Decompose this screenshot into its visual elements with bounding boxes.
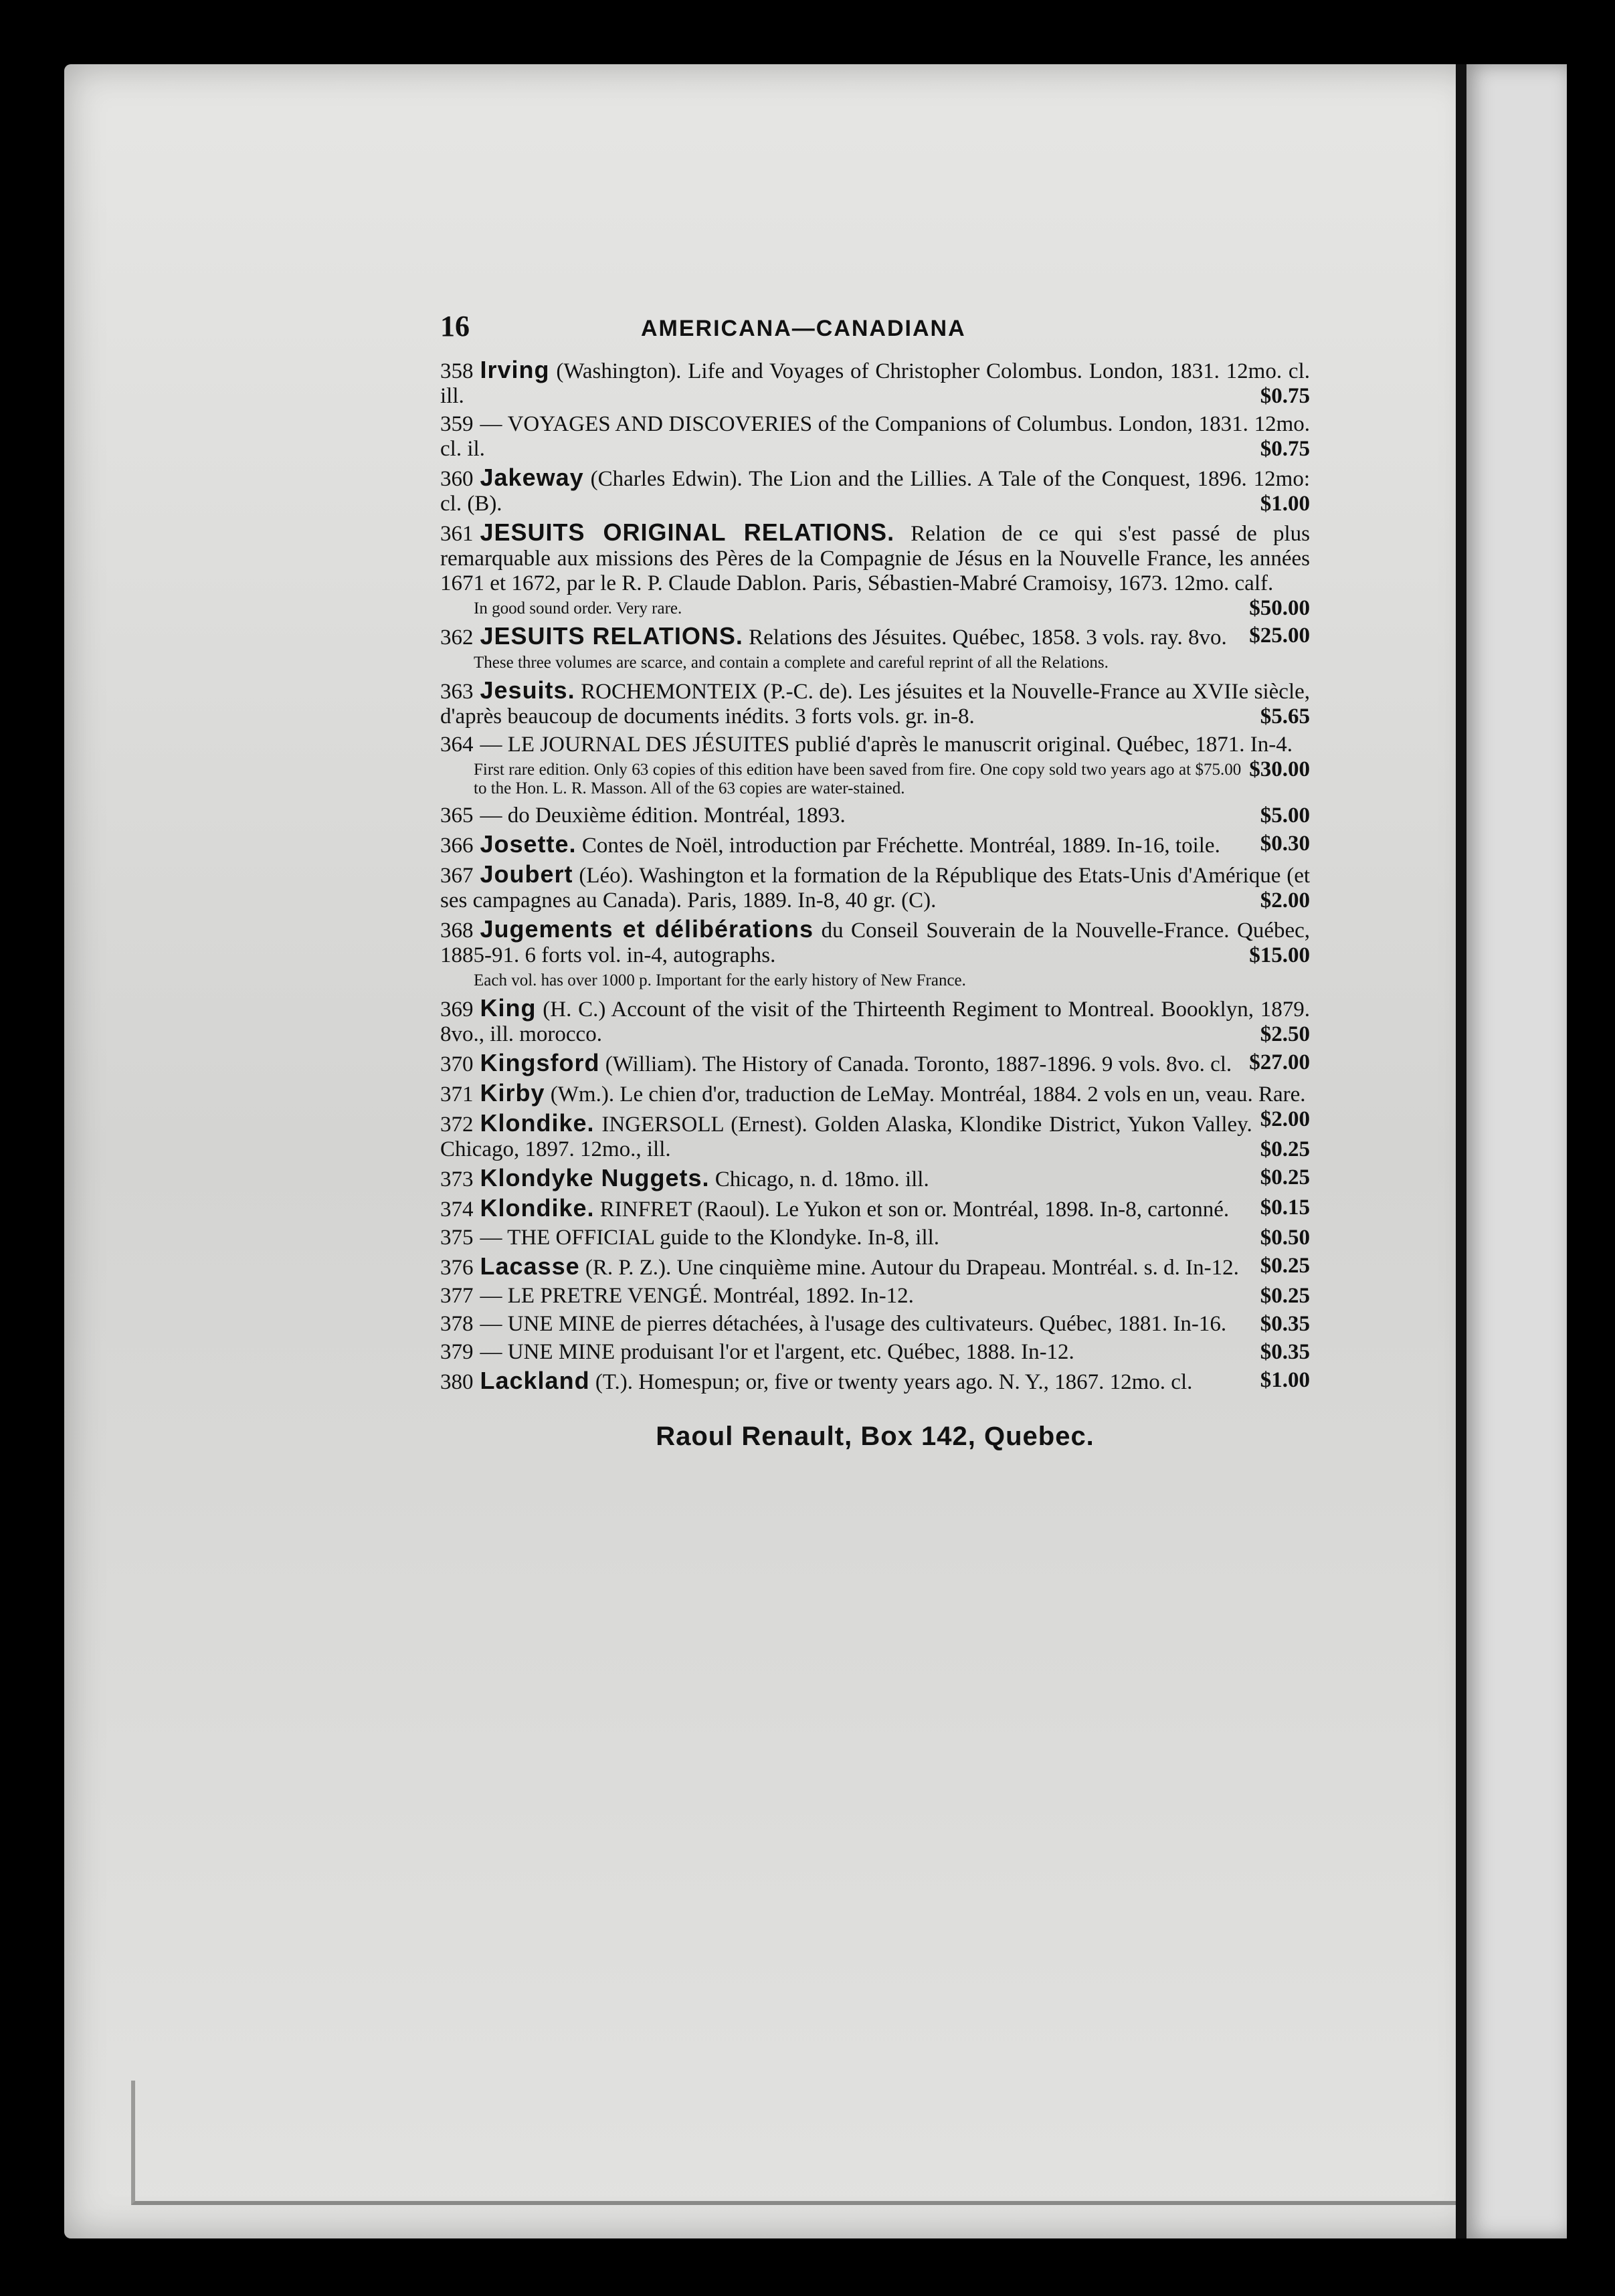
entry-number: 379 bbox=[440, 1340, 474, 1364]
entry-text: (Wm.). Le chien d'or, traduction de LeMay. Montréal, 1884. 2 vols en un, veau. Rare. bbox=[550, 1082, 1306, 1107]
entry-price: $0.25 bbox=[1260, 1284, 1310, 1308]
entry-name: King bbox=[480, 994, 537, 1022]
entry-price: $2.00 bbox=[1260, 888, 1310, 913]
entry-text: (Charles Edwin). The Lion and the Lillies. A Tale of the Conquest, 1896. 12mo: cl. (B). bbox=[440, 467, 1311, 516]
catalog-entry bbox=[440, 1340, 1310, 1365]
entry-name: — bbox=[480, 1340, 502, 1364]
entry-name: Kingsford bbox=[480, 1049, 600, 1076]
catalog-entry bbox=[440, 1368, 1310, 1395]
catalog-entry bbox=[440, 1312, 1310, 1337]
entry-price: $2.50 bbox=[1260, 1022, 1310, 1046]
entry-number: 362 bbox=[440, 626, 474, 650]
catalog-entry bbox=[440, 995, 1310, 1047]
entry-name: Kirby bbox=[480, 1079, 545, 1107]
entry-price: $2.00 bbox=[1260, 1107, 1310, 1131]
entry-text: (William). The History of Canada. Toronto, 1887-1896. 9 vols. 8vo. cl. bbox=[605, 1052, 1232, 1076]
entry-price: $0.35 bbox=[1260, 1312, 1310, 1336]
entry-note: These three volumes are scarce, and contain a complete and careful reprint of all the Relations. bbox=[474, 654, 1109, 672]
entry-name: — bbox=[480, 733, 502, 757]
entry-price: $5.00 bbox=[1260, 803, 1310, 828]
entry-number: 364 bbox=[440, 733, 474, 757]
entry-text: (Washington). Life and Voyages of Christopher Colombus. London, 1831. 12mo. cl. ill. bbox=[440, 359, 1310, 408]
entry-name: Josette. bbox=[480, 830, 577, 858]
entry-number: 374 bbox=[440, 1198, 474, 1222]
entry-price: $0.50 bbox=[1260, 1226, 1310, 1250]
entry-name: Lackland bbox=[480, 1367, 590, 1394]
catalog-entry bbox=[440, 357, 1310, 409]
catalog-entry bbox=[440, 1195, 1310, 1222]
entry-text: Contes de Noël, introduction par Fréchette. Montréal, 1889. In-16, toile. bbox=[581, 834, 1220, 858]
entry-number: 359 bbox=[440, 412, 474, 436]
catalog-entry bbox=[440, 624, 1310, 650]
entry-number: 378 bbox=[440, 1312, 474, 1336]
entry-price: $0.35 bbox=[1260, 1340, 1310, 1364]
entry-price: $15.00 bbox=[1249, 943, 1310, 967]
catalog-entry bbox=[440, 1226, 1310, 1250]
entry-number: 373 bbox=[440, 1167, 474, 1191]
catalog-entry bbox=[440, 1254, 1310, 1280]
entry-number: 370 bbox=[440, 1052, 474, 1076]
entry-number: 365 bbox=[440, 803, 474, 828]
entry-number: 366 bbox=[440, 834, 474, 858]
entry-name: Jugements et délibérations bbox=[480, 915, 814, 943]
entry-text: INGERSOLL (Ernest). Golden Alaska, Klondike District, Yukon Valley. Chicago, 1897. 12mo., ill. bbox=[440, 1113, 1252, 1161]
entry-text: (T.). Homespun; or, five or twenty years ago. N. Y., 1867. 12mo. cl. bbox=[595, 1370, 1193, 1394]
entry-number: 372 bbox=[440, 1113, 474, 1137]
entry-name: Klondyke Nuggets. bbox=[480, 1164, 710, 1191]
entry-text: RINFRET (Raoul). Le Yukon et son or. Montréal, 1898. In-8, cartonné. bbox=[599, 1198, 1230, 1222]
entry-text: (H. C.) Account of the visit of the Thirteenth Regiment to Montreal. Boooklyn, 1879. 8vo., ill. morocco. bbox=[440, 997, 1310, 1046]
entry-price: $0.30 bbox=[1260, 832, 1310, 856]
entry-price: $0.25 bbox=[1260, 1165, 1310, 1189]
catalog-entry bbox=[440, 1111, 1310, 1162]
entry-name: — bbox=[480, 1226, 502, 1250]
publisher-footer: Raoul Renault, Box 142, Quebec. bbox=[656, 1422, 1095, 1451]
entry-text: ROCHEMONTEIX (P.-C. de). Les jésuites et la Nouvelle-France au XVIIe siècle, d'après beaucoup de documents inédits. 3 forts vols. gr. in-8. bbox=[440, 680, 1311, 729]
entry-number: 369 bbox=[440, 997, 474, 1022]
catalog-entry bbox=[440, 412, 1310, 462]
entry-number: 361 bbox=[440, 522, 474, 546]
entry-price: $0.25 bbox=[1260, 1137, 1310, 1161]
entry-price: $1.00 bbox=[1260, 492, 1310, 516]
catalog-entry bbox=[440, 465, 1310, 516]
page-number: 16 bbox=[440, 310, 470, 343]
entry-text: UNE MINE produisant l'or et l'argent, etc. Québec, 1888. In-12. bbox=[507, 1340, 1074, 1364]
entry-text: Relations des Jésuites. Québec, 1858. 3 vols. ray. 8vo. bbox=[749, 626, 1227, 650]
catalog-entry bbox=[440, 1050, 1310, 1077]
entry-name: — bbox=[480, 412, 502, 436]
entry-name: — bbox=[480, 1284, 502, 1308]
entry-number: 380 bbox=[440, 1370, 474, 1394]
entry-text: LE JOURNAL DES JÉSUITES publié d'après le manuscrit original. Québec, 1871. In-4. bbox=[507, 733, 1293, 757]
entry-text: UNE MINE de pierres détachées, à l'usage des cultivateurs. Québec, 1881. In-16. bbox=[507, 1312, 1227, 1336]
entry-text: du Conseil Souverain de la Nouvelle-France. Québec, 1885-91. 6 forts vol. in-4, autographs. bbox=[440, 919, 1311, 967]
entry-name: Irving bbox=[480, 356, 550, 383]
entry-price: $1.00 bbox=[1260, 1368, 1310, 1392]
entry-text: (R. P. Z.). Une cinquième mine. Autour du Drapeau. Montréal. s. d. In-12. bbox=[585, 1256, 1239, 1280]
entry-text: THE OFFICIAL guide to the Klondyke. In-8, ill. bbox=[507, 1226, 940, 1250]
entry-price: $5.65 bbox=[1260, 704, 1310, 729]
entry-name: Jesuits. bbox=[480, 676, 575, 704]
entry-price: $0.75 bbox=[1260, 384, 1310, 408]
entry-price: $0.15 bbox=[1260, 1195, 1310, 1220]
entry-name: — bbox=[480, 803, 502, 828]
catalog-entry bbox=[440, 832, 1310, 858]
entry-name: Lacasse bbox=[480, 1252, 580, 1280]
entry-price: $0.25 bbox=[1260, 1254, 1310, 1278]
entry-number: 358 bbox=[440, 359, 474, 383]
entry-price: $0.75 bbox=[1260, 437, 1310, 461]
next-page-edge bbox=[1456, 64, 1567, 2238]
entry-price: $27.00 bbox=[1249, 1050, 1310, 1074]
entry-number: 377 bbox=[440, 1284, 474, 1308]
entry-text: (Léo). Washington et la formation de la République des Etats-Unis d'Amérique (et ses campagnes au Canada). Paris, 1889. In-8, 40 gr. (C). bbox=[440, 864, 1311, 913]
entry-number: 375 bbox=[440, 1226, 474, 1250]
catalog-entry bbox=[440, 1284, 1310, 1309]
entry-text: Relation de ce qui s'est passé de plus remarquable aux missions des Pères de la Compagnie de Jésus en la Nouvelle France, les années 1671 et 1672, par le R. P. Claude Dablon. Paris, Sébastien-Mabré Cramoisy, 1673. 12mo. calf. bbox=[440, 522, 1310, 595]
entry-text: do Deuxième édition. Montréal, 1893. bbox=[507, 803, 846, 828]
entry-number: 367 bbox=[440, 864, 474, 888]
entry-name: Jakeway bbox=[480, 464, 584, 491]
entry-number: 360 bbox=[440, 467, 474, 491]
entry-text: VOYAGES AND DISCOVERIES of the Companions of Columbus. London, 1831. 12mo. cl. il. bbox=[440, 412, 1310, 461]
entry-name: JESUITS RELATIONS. bbox=[480, 622, 743, 650]
entry-price: $25.00 bbox=[1249, 624, 1310, 648]
entry-name: Joubert bbox=[480, 860, 573, 888]
entry-name: Klondike. bbox=[480, 1109, 595, 1137]
page-title: AMERICANA—CANADIANA bbox=[641, 316, 966, 341]
entry-note: Each vol. has over 1000 p. Important for the early history of New France. bbox=[474, 971, 966, 989]
entry-text: Chicago, n. d. 18mo. ill. bbox=[715, 1167, 929, 1191]
catalog-entry bbox=[440, 862, 1310, 913]
page-bottom-frame bbox=[131, 2081, 1460, 2205]
entry-name: — bbox=[480, 1312, 502, 1336]
entry-name: JESUITS ORIGINAL RELATIONS. bbox=[480, 518, 895, 546]
entry-number: 368 bbox=[440, 919, 474, 943]
entry-number: 371 bbox=[440, 1082, 474, 1107]
entry-note: In good sound order. Very rare. bbox=[474, 599, 682, 617]
entry-price: $50.00 bbox=[1249, 596, 1310, 620]
catalog-entry bbox=[440, 917, 1310, 968]
page-header bbox=[440, 309, 1310, 357]
entry-text: LE PRETRE VENGÉ. Montréal, 1892. In-12. bbox=[507, 1284, 914, 1308]
catalog-entry bbox=[440, 1165, 1310, 1192]
entry-price: $30.00 bbox=[1249, 757, 1310, 781]
catalog-content bbox=[440, 309, 1310, 1452]
entry-name: Klondike. bbox=[480, 1194, 595, 1222]
catalog-entry bbox=[440, 803, 1310, 828]
entry-note: First rare edition. Only 63 copies of this edition have been saved from fire. One copy sold two years ago at $75.00 to the Hon. L. R. Masson. All of the 63 copies are water-stained. bbox=[474, 761, 1242, 797]
entry-number: 363 bbox=[440, 680, 474, 704]
entry-number: 376 bbox=[440, 1256, 474, 1280]
catalog-entry bbox=[440, 678, 1310, 729]
